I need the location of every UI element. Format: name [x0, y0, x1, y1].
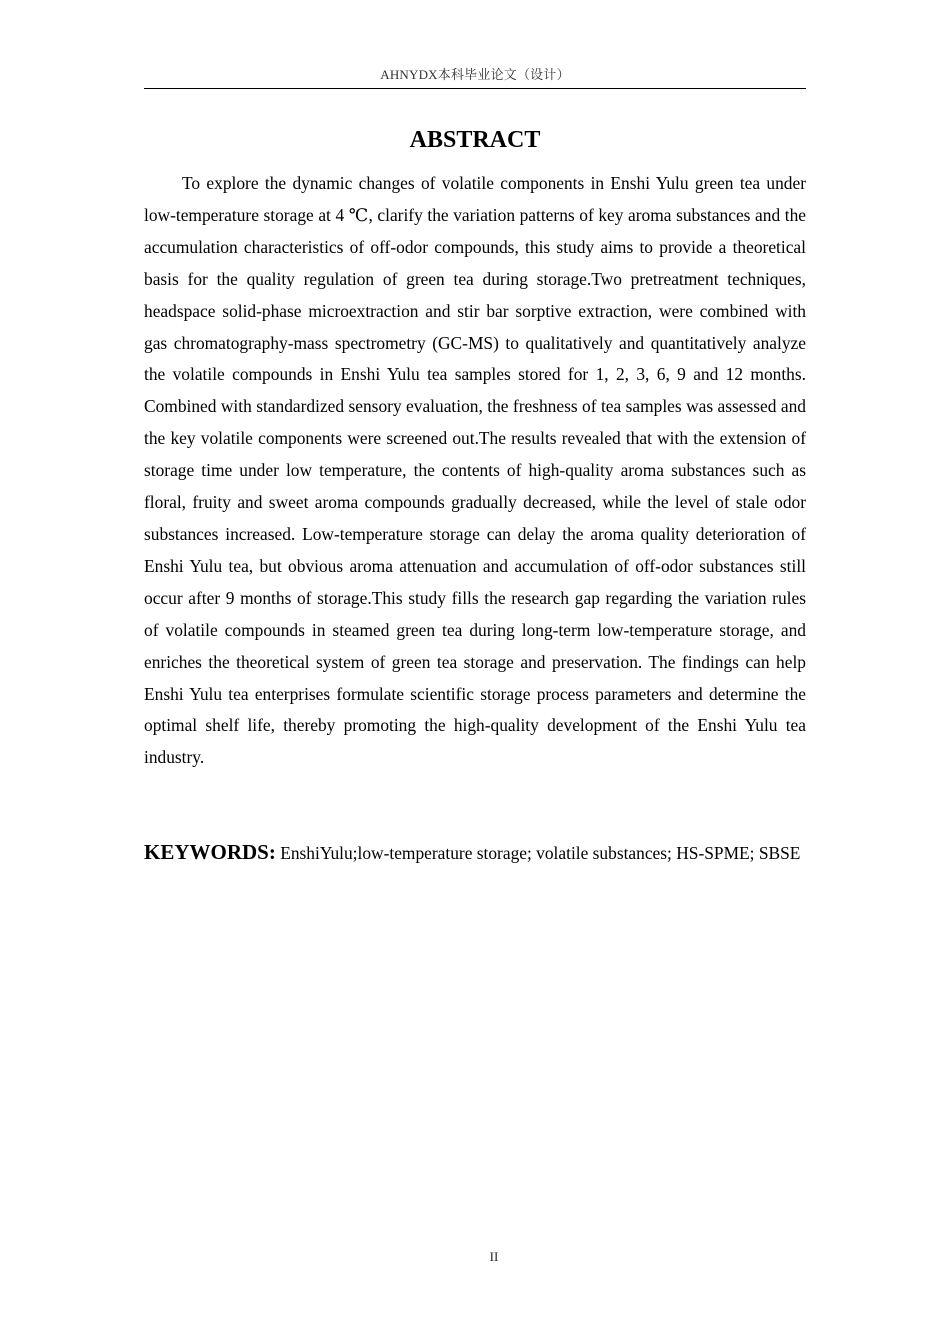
keywords-paragraph [144, 836, 810, 869]
keywords-text: EnshiYulu;low-temperature storage; volatile substances; HS-SPME; SBSE [275, 843, 801, 863]
keywords-label: KEYWORDS: [144, 840, 276, 864]
abstract-body: To explore the dynamic changes of volatile components in Enshi Yulu green tea under low-temperature storage at 4 ℃, clarify the variation patterns of key aroma substances and the accumulation characteristics of off-odor compounds, this study aims to provide a theoretical basis for the quality regulation of green tea during storage.Two pretreatment techniques, headspace solid-phase microextraction and stir bar sorptive extraction, were combined with gas chromatography-mass spectrometry (GC-MS) to qualitatively and quantitatively analyze the volatile compounds in Enshi Yulu tea samples stored for 1, 2, 3, 6, 9 and 12 months. Combined with standardized sensory evaluation, the freshness of tea samples was assessed and the key volatile components were screened out.The results revealed that with the extension of storage time under low temperature, the contents of high-quality aroma substances such as floral, fruity and sweet aroma compounds gradually decreased, while the level of stale odor substances increased. Low-temperature storage can delay the aroma quality deterioration of Enshi Yulu tea, but obvious aroma attenuation and accumulation of off-odor substances still occur after 9 months of storage.This study fills the research gap regarding the variation rules of volatile compounds in steamed green tea during long-term low-temperature storage, and enriches the theoretical system of green tea storage and preservation. The findings can help Enshi Yulu tea enterprises formulate scientific storage process parameters and determine the optimal shelf life, thereby promoting the high-quality development of the Enshi Yulu tea industry. [144, 173, 806, 768]
header-rule [144, 88, 806, 89]
abstract-title: ABSTRACT [409, 127, 541, 153]
running-header: AHNYDX本科毕业论文（设计） [380, 67, 570, 82]
page-number: II [489, 1249, 499, 1264]
